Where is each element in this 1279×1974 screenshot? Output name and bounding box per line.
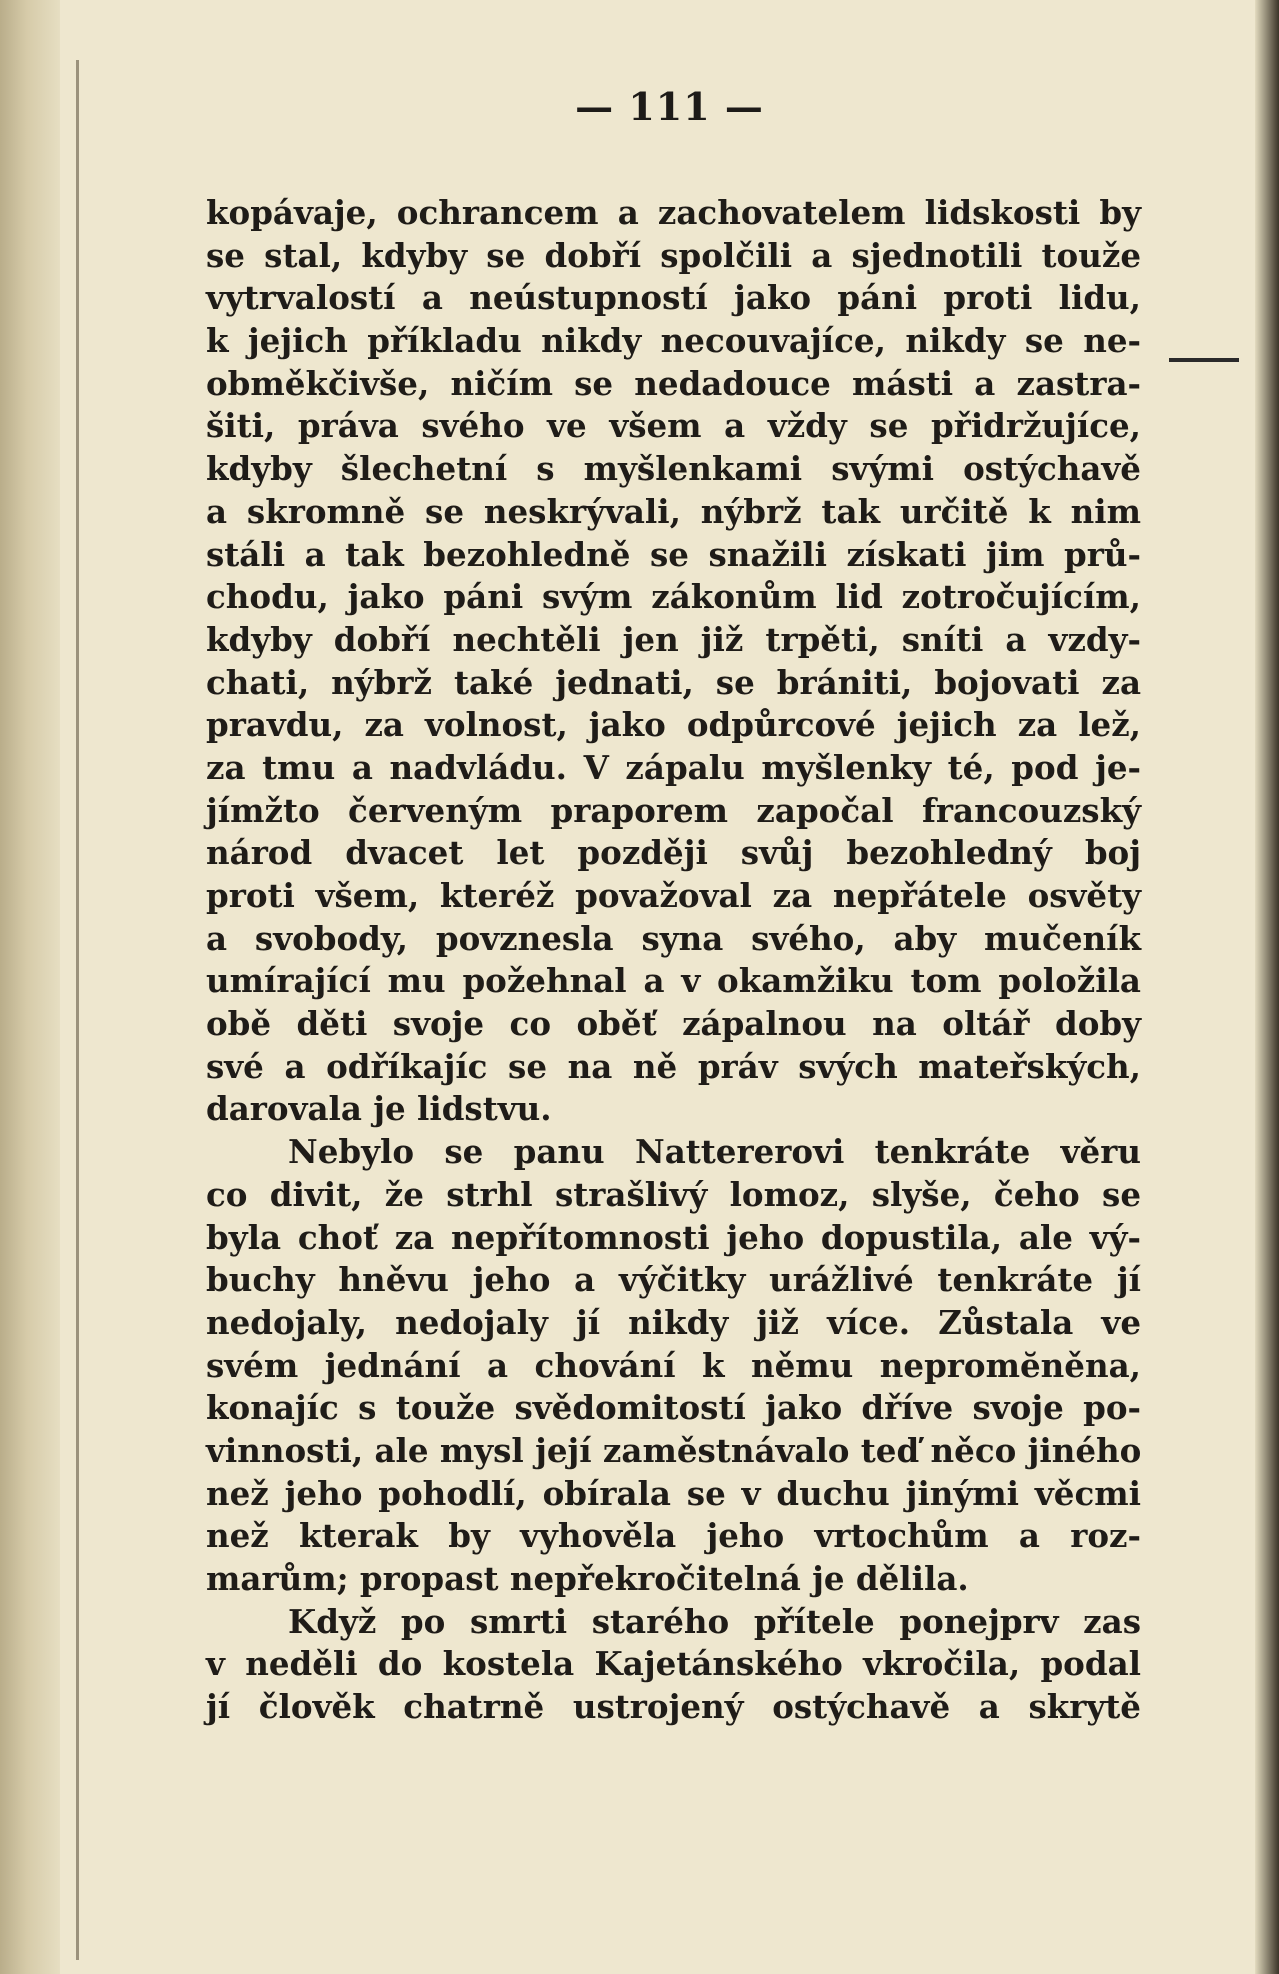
body-text: [206, 192, 1141, 1729]
text-line: pravdu, za volnost, jako odpůrcové jejich za lež,: [206, 705, 1141, 745]
text-line: se stal, kdyby se dobří spolčili a sjednotili touže: [206, 235, 1141, 275]
text-line: darovala je lidstvu.: [206, 1089, 552, 1129]
text-line: Když po smrti starého přítele ponejprv zas: [288, 1601, 1141, 1641]
text-line: a skromně se neskrývali, nýbrž tak určitě k nim: [206, 491, 1141, 531]
text-line: vytrvalostí a neústupností jako páni proti lidu,: [206, 278, 1141, 318]
text-line: vinnosti, ale mysl její zaměstnávalo teď něco jiného: [206, 1430, 1142, 1470]
text-line: chati, nýbrž také jednati, se brániti, bojovati za: [206, 662, 1141, 702]
text-line: a svobody, povznesla syna svého, aby mučeník: [206, 918, 1141, 958]
text-line: v neděli do kostela Kajetánského vkročila, podal: [206, 1644, 1141, 1684]
text-line: Nebylo se panu Nattererovi tenkráte věru: [288, 1132, 1141, 1172]
text-line: jímžto červeným praporem započal francouzský: [206, 790, 1141, 830]
text-line: šiti, práva svého ve všem a vždy se přidržujíce,: [206, 406, 1141, 446]
text-line: proti všem, kteréž považoval za nepřátele osvěty: [206, 876, 1141, 915]
text-line: obměkčivše, ničím se nedadouce másti a zastra-: [206, 363, 1141, 403]
text-line: kopávaje, ochrancem a zachovatelem lidskosti by: [206, 193, 1141, 232]
binding-line: [76, 60, 79, 1960]
text-line: za tmu a nadvládu. V zápalu myšlenky té, pod je-: [206, 747, 1141, 787]
text-line: nedojaly, nedojaly jí nikdy již více. Zůstala ve: [206, 1302, 1141, 1342]
text-line: konajíc s touže svědomitostí jako dříve svoje po-: [206, 1388, 1141, 1428]
text-line: kdyby dobří nechtěli jen již trpěti, sníti a vzdy-: [206, 619, 1141, 659]
text-line: co divit, že strhl strašlivý lomoz, slyše, čeho se: [206, 1174, 1141, 1214]
page-edge-shadow: [1255, 0, 1279, 1974]
text-line: jí člověk chatrně ustrojený ostýchavě a skrytě: [206, 1687, 1141, 1727]
text-line: umírající mu požehnal a v okamžiku tom položila: [206, 961, 1141, 1001]
text-line: obě děti svoje co oběť zápalnou na oltář doby: [206, 1004, 1141, 1044]
text-line: svém jednání a chování k němu nepromĕněna,: [206, 1345, 1141, 1385]
text-line: marům; propast nepřekročitelná je dělila.: [206, 1559, 969, 1598]
text-line: národ dvacet let později svůj bezohledný boj: [206, 833, 1141, 873]
text-line: buchy hněvu jeho a výčitky urážlivé tenkráte jí: [206, 1260, 1141, 1300]
text-line: své a odříkajíc se na ně práv svých mateřských,: [206, 1046, 1141, 1086]
text-line: byla choť za nepřítomnosti jeho dopustila, ale vý-: [206, 1217, 1141, 1257]
text-line: stáli a tak bezohledně se snažili získati jim prů-: [206, 534, 1141, 574]
page-number: — 111 —: [575, 84, 764, 129]
page-gutter: [0, 0, 60, 1974]
margin-mark: [1169, 358, 1239, 362]
text-line: než jeho pohodlí, obírala se v duchu jinými věcmi: [206, 1473, 1141, 1513]
text-line: chodu, jako páni svým zákonům lid zotročujícím,: [206, 577, 1141, 617]
text-line: kdyby šlechetní s myšlenkami svými ostýchavě: [206, 449, 1141, 489]
text-line: než kterak by vyhověla jeho vrtochům a roz-: [206, 1516, 1141, 1556]
text-line: k jejich příkladu nikdy necouvajíce, nikdy se ne-: [206, 321, 1141, 361]
